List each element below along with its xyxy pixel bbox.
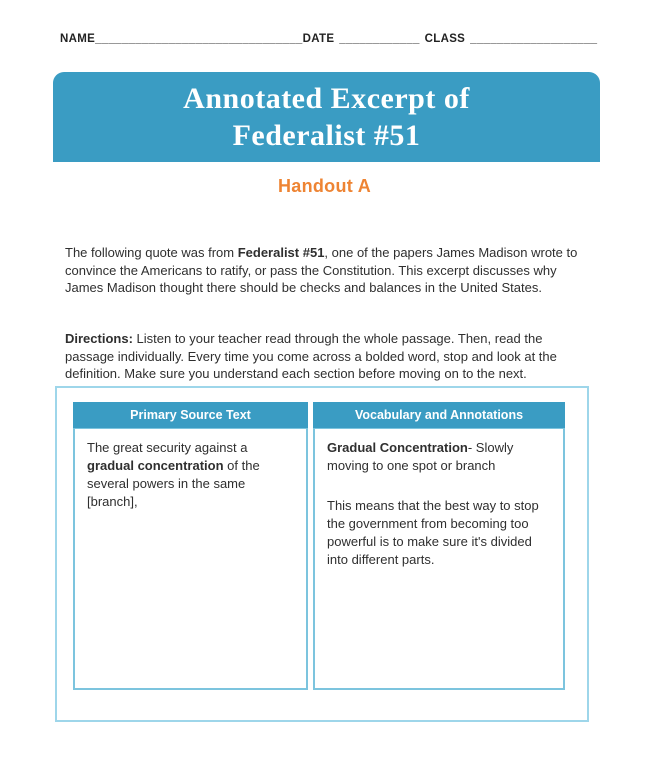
source-text-part2: of the several powers in the same [branch],: [87, 458, 260, 509]
source-text-part1: The great security against a: [87, 440, 248, 455]
column-header-primary-source: Primary Source Text: [73, 402, 308, 428]
name-label: NAME: [60, 33, 96, 45]
date-blank-line: ____________: [339, 33, 420, 45]
title-banner: [53, 72, 600, 162]
handout-subtitle: Handout A: [277, 176, 372, 196]
class-label: CLASS: [424, 33, 466, 45]
page-title-line1: Annotated Excerpt of: [183, 82, 470, 115]
vocab-term: Gradual Concentration: [327, 440, 468, 455]
vocab-annotation: This means that the best way to stop the government from becoming too powerful is to make sure it's divided into different parts.: [327, 498, 539, 567]
header-fields-line: [60, 33, 597, 45]
directions-text: Listen to your teacher read through the whole passage. Then, read the passage individually. Every time you come across a bolded word, stop and look at the definition. Make sure you understand each section before moving on to the next.: [65, 331, 557, 381]
name-blank-line: _______________________________: [95, 33, 303, 45]
intro-paragraph: [65, 244, 582, 297]
annotation-table: [73, 402, 565, 690]
intro-text-part2: , one of the papers James Madison wrote to convince the Americans to ratify, or pass the Constitution. This excerpt discusses why James Madison thought there should be checks and balances in the United States.: [65, 245, 578, 295]
class-blank-line: ___________________: [470, 33, 598, 45]
column-vocabulary-annotations: [313, 402, 565, 690]
vocab-definition: - Slowly moving to one spot or branch: [327, 440, 514, 473]
source-excerpt: [87, 439, 294, 511]
vocab-definition-line: [327, 439, 551, 475]
column-header-vocabulary: Vocabulary and Annotations: [313, 402, 565, 428]
date-label: DATE: [302, 33, 335, 45]
page-title-line2: Federalist #51: [232, 119, 421, 152]
source-bold-term: gradual concentration: [87, 458, 224, 473]
cell-primary-source-text: [73, 428, 308, 690]
intro-text-part1: The following quote was from: [65, 245, 238, 260]
directions-paragraph: [65, 330, 582, 383]
cell-vocabulary-annotations: [313, 428, 565, 690]
intro-bold-federalist: Federalist #51: [237, 245, 325, 260]
directions-label: Directions:: [65, 331, 133, 346]
column-primary-source: [73, 402, 308, 690]
